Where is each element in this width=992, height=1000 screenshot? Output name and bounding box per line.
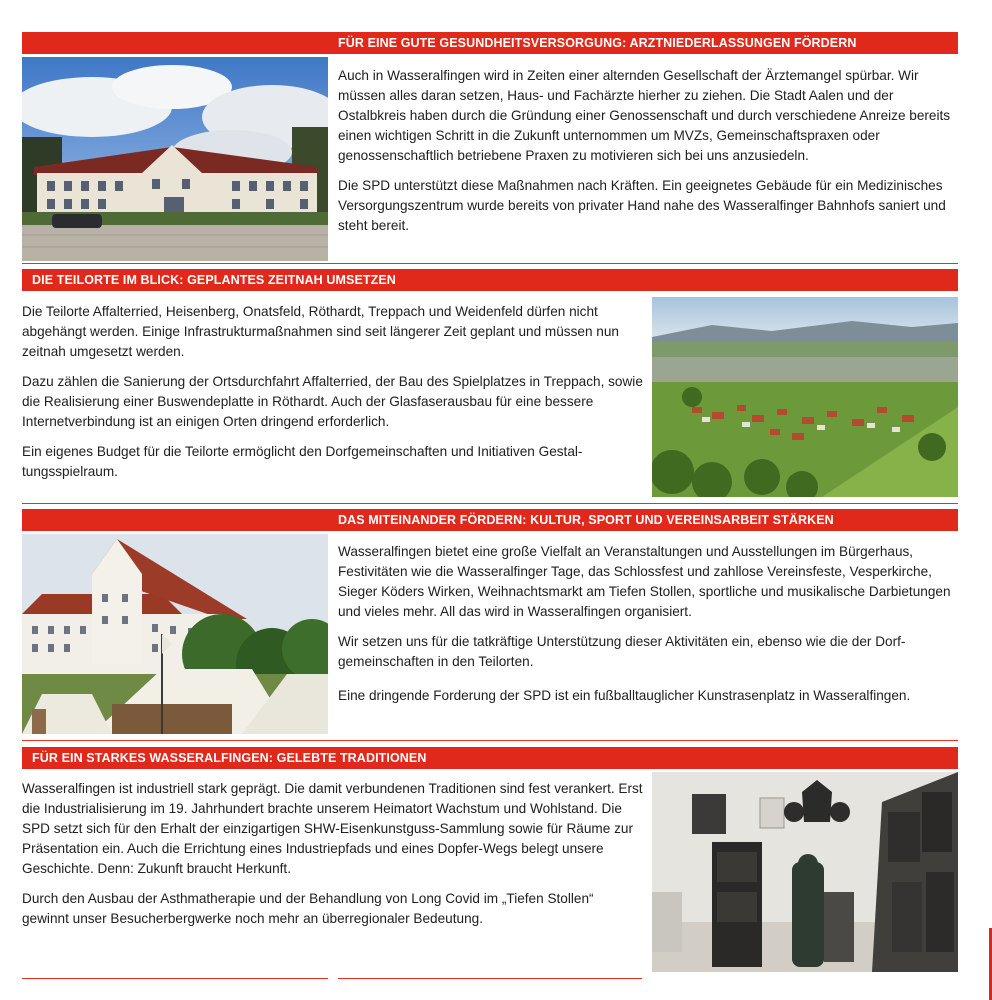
divider (22, 503, 958, 504)
footer-divider-right (338, 978, 642, 979)
footer-divider-left (22, 978, 328, 979)
section-heading-villages (22, 269, 958, 291)
divider (22, 263, 958, 264)
divider (22, 740, 958, 741)
village-landscape-photo (652, 297, 958, 497)
paragraph: Durch den Ausbau der Asthmatherapie und der Behandlung von Long Covid im „Tiefen Stollen“ gewinnt unser Besucherbergwerke noch mehr an überregionaler Bedeutung. (22, 891, 594, 926)
section-heading-health (22, 32, 958, 54)
paragraph: Wasseralfingen bietet eine große Vielfalt an Veranstaltungen und Ausstellungen im Bürgerhaus, Festivitäten wie die Wasseralfinger Tage, das Schlossfest und zahllose Vereinsfeste, Vesperkirche, Sieger Köders Wirken, Weihnachtsmarkt am Tiefen Stollen, sportliche und musikalische Darbietungen und vieles mehr. All das wird in Wasseralfingen organisiert. (338, 544, 951, 619)
paragraph: Die Teilorte Affalterried, Heisenberg, Onatsfeld, Röthardt, Treppach und Weidenfeld dürfen nicht abgehängt werden. Einige Infrastrukturmaßnahmen sind seit längerer Zeit geplant und müssen nun zeitnah umgesetzt werden. (22, 304, 619, 359)
section-text-traditions (22, 779, 644, 939)
section-heading-traditions (22, 747, 958, 769)
section-text-culture (338, 542, 962, 716)
paragraph: Wir setzen uns für die tatkräftige Unterstützung dieser Aktivitäten ein, ebenso wie die der Dorfgemeinschaften in den Teilorten. (338, 634, 906, 669)
section-heading-text: FÜR EIN STARKES WASSERALFINGEN: GELEBTE TRADITIONEN (32, 751, 427, 765)
section-heading-text: FÜR EINE GUTE GESUNDHEITSVERSORGUNG: ARZTNIEDERLASSUNGEN FÖRDERN (338, 36, 857, 50)
section-heading-text: DIE TEILORTE IM BLICK: GEPLANTES ZEITNAH UMSETZEN (32, 273, 396, 287)
section-text-villages (22, 302, 644, 492)
section-heading-culture (22, 509, 958, 531)
paragraph: Auch in Wasseralfingen wird in Zeiten einer alternden Gesellschaft der Ärztemangel spürbar. Wir müssen alles daran setzen, Haus- und Fachärzte hierher zu ziehen. Die Stadt Aalen und der Ostalbkreis haben durch die Gründung einer Genossenschaft und durch verschiedene Anreize bereits einen wichtigen Schritt in die Zukunft unternommen um MVZs, Gemeinschaftspraxen oder genossenschaftlich betriebene Praxen zu motivieren sich bei uns anzusiedeln. (338, 68, 951, 163)
paragraph: Ein eigenes Budget für die Teilorte ermöglicht den Dorfgemeinschaften und Initiativen Gestaltungsspielraum. (22, 444, 583, 479)
medical-building-photo (22, 57, 328, 261)
paragraph: Die SPD unterstützt diese Maßnahmen nach Kräften. Ein geeignetes Gebäude für ein Medizinisches Versorgungszentrum wurde bereits von privater Hand nahe des Wasseralfinger Bahnhofs saniert und steht bereit. (338, 178, 946, 233)
cast-iron-collection-photo (652, 772, 958, 972)
section-text-health (338, 66, 958, 246)
paragraph: Wasseralfingen ist industriell stark geprägt. Die damit verbundenen Traditionen sind fest verankert. Erst die Industrialisierung im 19. Jahrhundert brachte unserem Heimatort Wachstum und Wohlstand. Die SPD setzt sich für den Erhalt der einzigartigen SHW-Eisenkunstguss-Sammlung sowie für Räume zur Präsentation ein. Auch die Errichtung eines Industriepfads und eines Dopfer-Wegs belegt unsere Geschichte. Denn: Zukunft braucht Herkunft. (22, 781, 643, 876)
paragraph: Dazu zählen die Sanierung der Ortsdurchfahrt Affalterried, der Bau des Spielplatzes in Treppach, sowie die Realisierung einer Buswendeplatte in Röthardt. Auch der Glasfaserausbau für eine bessere Internetverbindung ist an einigen Orten dringend erforderlich. (22, 374, 643, 429)
section-heading-text: DAS MITEINANDER FÖRDERN: KULTUR, SPORT UND VEREINSARBEIT STÄRKEN (338, 513, 834, 527)
castle-festival-photo (22, 534, 328, 734)
paragraph: Eine dringende Forderung der SPD ist ein fußballtauglicher Kunstrasenplatz in Wasseralfingen. (338, 688, 911, 703)
